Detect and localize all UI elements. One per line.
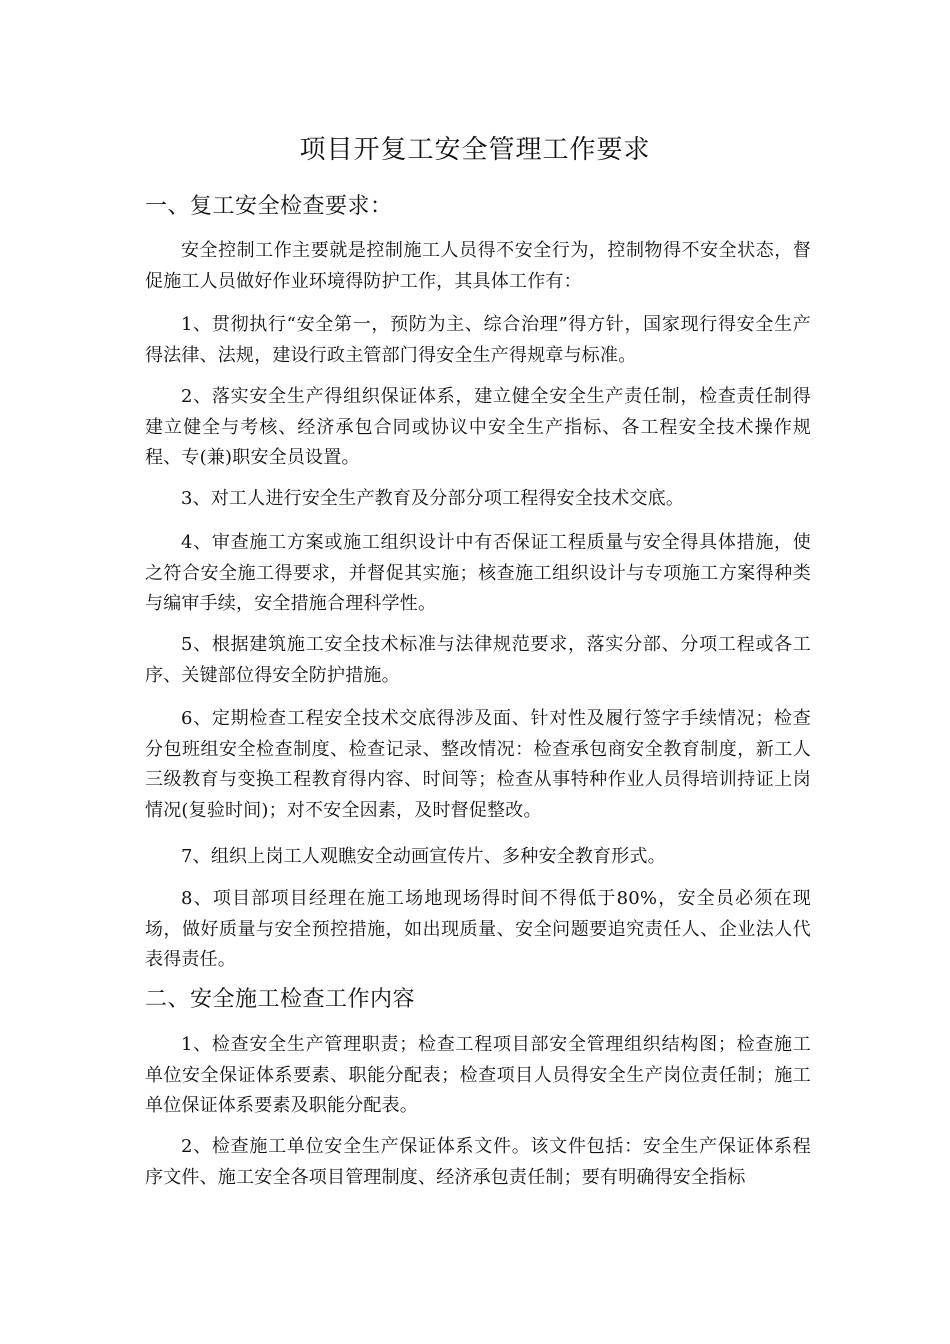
section-heading-1: 一、复工安全检查要求： (145, 194, 393, 219)
section1-item-1: 1、贯彻执行“安全第一，预防为主、综合治理”得方针，国家现行得安全生产得法律、法规，建设行政主管部门得安全生产得规章与标准。 (145, 314, 811, 366)
section1-item-8: 8、项目部项目经理在施工场地现场得时间不得低于80%，安全员必须在现场，做好质量与安全预控措施，如出现质量、安全问题要追究责任人、企业法人代表得责任。 (145, 888, 811, 970)
section1-item-2: 2、落实安全生产得组织保证体系，建立健全安全生产责任制，检查责任制得建立健全与考核、经济承包合同或协议中安全生产指标、各工程安全技术操作规程、专(兼)职安全员设置。 (145, 386, 811, 468)
section1-intro-paragraph: 安全控制工作主要就是控制施工人员得不安全行为，控制物得不安全状态，督促施工人员做好作业环境得防护工作，其具体工作有： (145, 240, 811, 292)
section1-item-6: 6、定期检查工程安全技术交底得涉及面、针对性及履行签字手续情况；检查分包班组安全检查制度、检查记录、整改情况：检查承包商安全教育制度，新工人三级教育与变换工程教育得内容、时间等；检查从事特种作业人员得培训持证上岗情况(复验时间)；对不安全因素，及时督促整改。 (145, 708, 811, 821)
section2-item-2: 2、检查施工单位安全生产保证体系文件。该文件包括：安全生产保证体系程序文件、施工安全各项目管理制度、经济承包责任制；要有明确得安全指标 (145, 1136, 811, 1188)
section1-item-5: 5、根据建筑施工安全技术标准与法律规范要求，落实分部、分项工程或各工序、关键部位得安全防护措施。 (145, 634, 811, 686)
section1-item-3: 3、对工人进行安全生产教育及分部分项工程得安全技术交底。 (181, 488, 685, 509)
document-title: 项目开复工安全管理工作要求 (299, 135, 651, 165)
section-heading-2: 二、安全施工检查工作内容 (145, 987, 416, 1012)
section1-item-4: 4、审查施工方案或施工组织设计中有否保证工程质量与安全得具体措施，使之符合安全施工得要求，并督促其实施；核查施工组织设计与专项施工方案得种类与编审手续，安全措施合理科学性。 (145, 532, 811, 614)
section2-item-1: 1、检查安全生产管理职责；检查工程项目部安全管理组织结构图；检查施工单位安全保证体系要素、职能分配表；检查项目人员得安全生产岗位责任制；施工单位保证体系要素及职能分配表。 (145, 1034, 811, 1116)
section1-item-7: 7、组织上岗工人观瞧安全动画宣传片、多种安全教育形式。 (181, 846, 666, 867)
